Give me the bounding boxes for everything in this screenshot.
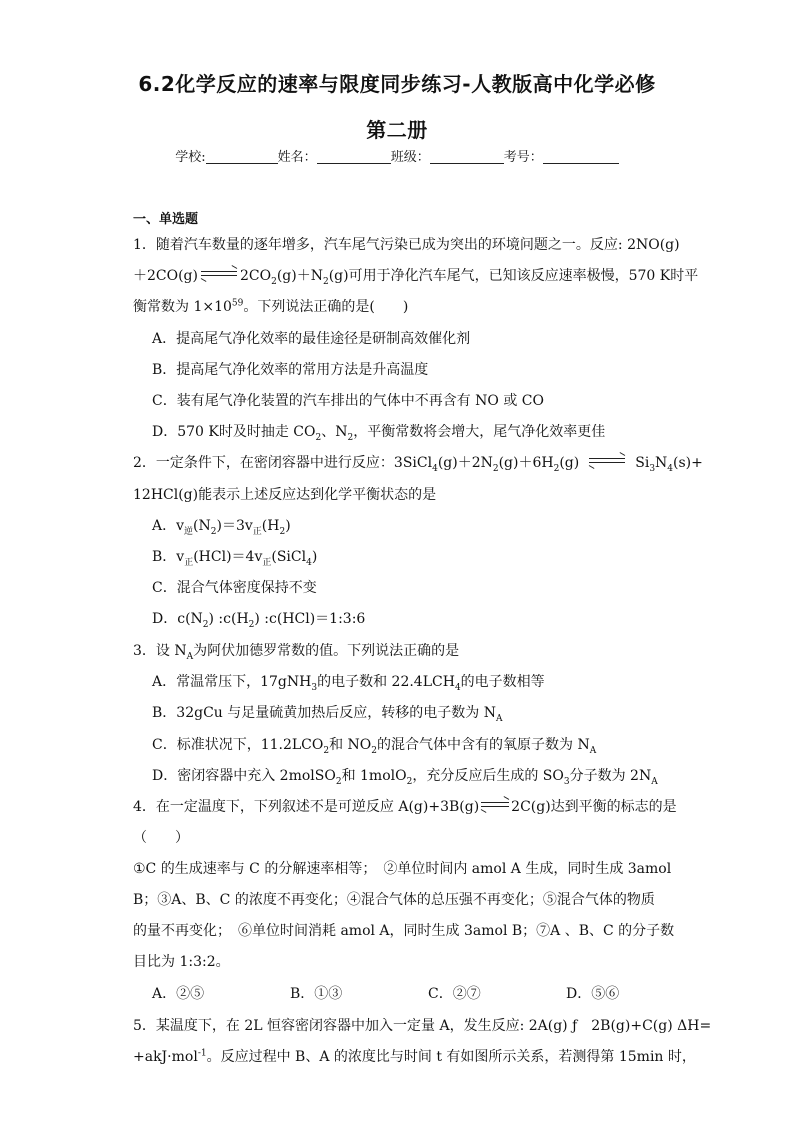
q4-stem-line3: ①C 的生成速率与 C 的分解速率相等； ②单位时间内 amol A 生成，同时生成 3amol (133, 861, 672, 877)
name-field[interactable] (317, 149, 391, 164)
school-label: 学校: (175, 150, 206, 165)
student-info-row (0, 146, 794, 165)
q2-option-c[interactable]: C．混合气体密度保持不变 (152, 580, 317, 596)
q2-option-d[interactable]: D．$c(N_2)$ $:c(H_2)$ :c(HCl)＝1:3:6 (152, 611, 366, 630)
q1-option-d[interactable]: D．570 K时及时抽走 $CO_2$、$N_2$，平衡常数将会增大，尾气净化效率更佳 (152, 424, 606, 443)
equilibrium-arrow-icon (589, 456, 625, 466)
q1-stem-line2: ＋2CO(g) $2CO_2(g)+N_2(g)$可用于净化汽车尾气，已知该反应速率极慢，570 K时平 (133, 265, 698, 285)
q4-stem-line1: 4．在一定温度下，下列叙述不是可逆反应 A(g)+3B(g) 2C(g)达到平衡的标志的是 (133, 796, 677, 816)
q4-option-a[interactable]: A．②⑤ (152, 986, 205, 1002)
equilibrium-arrow-icon (481, 800, 509, 810)
q1-stem-line1: 1．随着汽车数量的逐年增多，汽车尾气污染已成为突出的环境问题之一。反应: 2NO(g) (133, 237, 680, 253)
q4-options-row (152, 983, 704, 1003)
page-subtitle: 第二册 (366, 118, 428, 142)
class-label: 班级： (390, 150, 430, 165)
q3-stem: 3．设 $N_A$为阿伏加德罗常数的值。下列说法正确的是 (133, 643, 460, 662)
q4-stem-line4: B；③A、B、C 的浓度不再变化；④混合气体的总压强不再变化；⑤混合气体的物质 (133, 892, 655, 908)
q4-option-d[interactable]: D．⑤⑥ (566, 986, 620, 1002)
q4-option-b[interactable]: B．①③ (290, 986, 343, 1002)
q4-stem-line6: 目比为 1:3:2。 (133, 954, 230, 970)
q3-option-d[interactable]: D．密闭容器中充入 2molSO$_2$和 1molO$_2$，充分反应后生成的 $SO_3$分子数为 $2N_A$ (152, 768, 658, 787)
section-heading: 一、单选题 (133, 212, 199, 227)
school-field[interactable] (206, 149, 278, 164)
q4-stem-line2: （ ） (133, 830, 189, 846)
q2-option-a[interactable]: A．$v_逆(N_2)=3v_正(H_2)$ (152, 518, 291, 537)
q2-option-b[interactable]: B．$v_正(HCl)=4v_正(SiCl_4)$ (152, 549, 318, 568)
q3-option-c[interactable]: C．标准状况下，$11.2LCO_2$和 $NO_2$的混合气体中含有的氧原子数为 $N_A$ (152, 737, 597, 756)
q3-option-b[interactable]: B．32gCu 与足量硫黄加热后反应，转移的电子数为 $N_A$ (152, 705, 503, 724)
number-field[interactable] (543, 149, 619, 164)
page-title: 6.2化学反应的速率与限度同步练习-人教版高中化学必修 (138, 72, 656, 96)
q4-stem-line5: 的量不再变化； ⑥单位时间消耗 amol A，同时生成 3amol B；⑦A 、B、C 的分子数 (133, 923, 675, 939)
q2-stem-line1: 2．一定条件下，在密闭容器中进行反应：$3SiCl_4(g)+2N_2(g)+6H_2(g)$ $Si_3N_4(s)+$ (133, 452, 703, 472)
number-label: 考号： (503, 150, 543, 165)
q1-stem-line3: 衡常数为 $1\times 10^{59}$。下列说法正确的是( ) (133, 298, 409, 315)
q1-option-b[interactable]: B．提高尾气净化效率的常用方法是升高温度 (152, 362, 429, 378)
class-field[interactable] (430, 149, 504, 164)
q1-option-c[interactable]: C．装有尾气净化装置的汽车排出的气体中不再含有 NO 或 CO (152, 393, 544, 409)
q1-option-a[interactable]: A．提高尾气净化效率的最佳途径是研制高效催化剂 (152, 331, 471, 347)
q4-option-c[interactable]: C．②⑦ (428, 986, 481, 1002)
q3-option-a[interactable]: A．常温常压下，17gNH$_3$的电子数和 $22.4LCH_4$的电子数相等 (152, 674, 545, 693)
q2-stem-line2: 12HCl(g)能表示上述反应达到化学平衡状态的是 (133, 487, 437, 503)
equilibrium-arrow-icon (201, 269, 237, 279)
name-label: 姓名： (277, 150, 317, 165)
q5-stem-line1: 5．某温度下，在 2L 恒容密闭容器中加入一定量 A，发生反应: 2A(g) ƒ 2B(g)+C(g) ΔH= (133, 1018, 712, 1034)
q5-stem-line2: +akJ·mol$^{-1}$。反应过程中 B、A 的浓度比与时间 t 有如图所示关系，若测得第 15min 时， (133, 1048, 696, 1065)
